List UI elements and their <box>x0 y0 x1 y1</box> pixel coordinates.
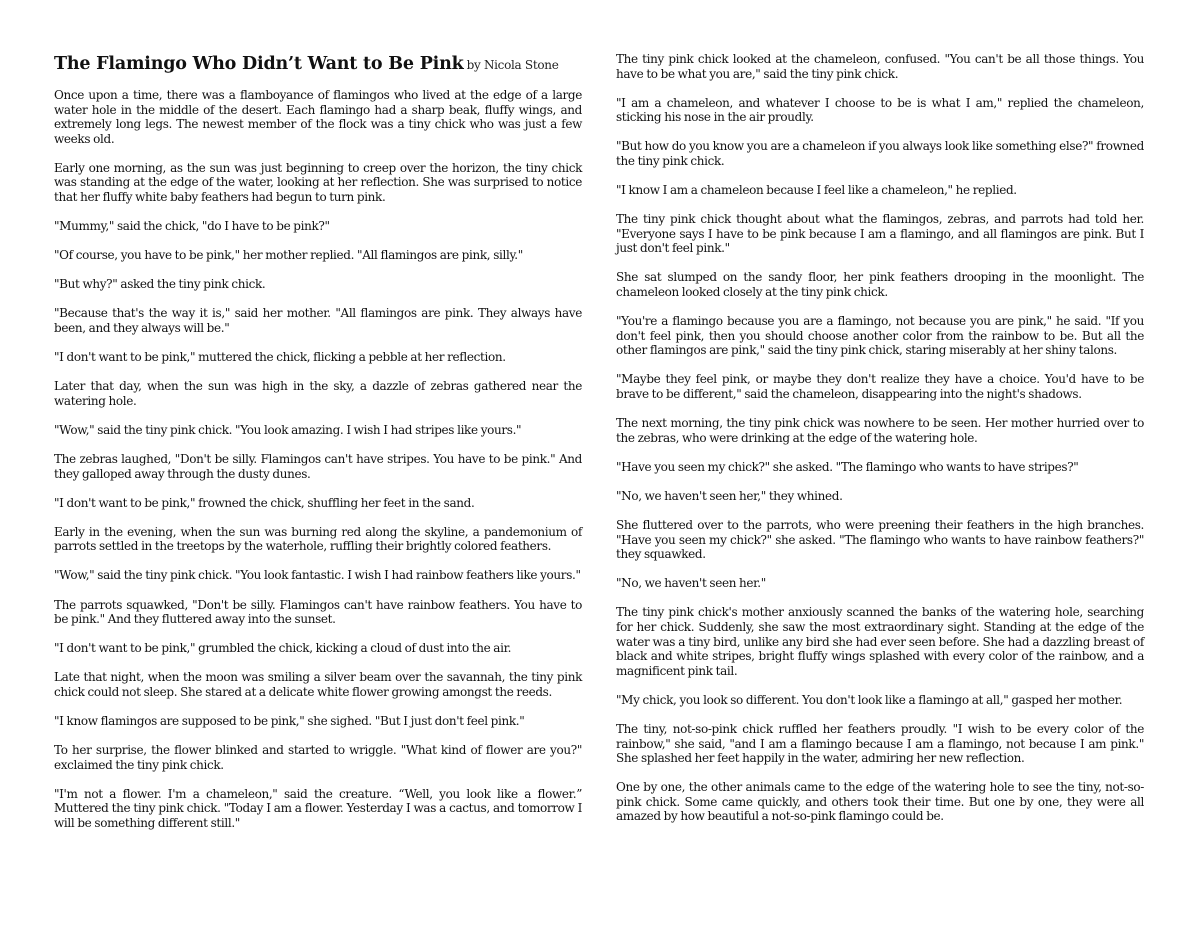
paragraph: "I know I am a chameleon because I feel like a chameleon," he replied. <box>616 183 1017 198</box>
paragraph: "I am a chameleon, and whatever I choose to be is what I am," replied the chameleon, sticking his nose in the air proudly. <box>616 95 1144 125</box>
paragraph: The parrots squawked, "Don't be silly. Flamingos can't have rainbow feathers. You have to be pink." And they fluttered away into the sunset. <box>54 597 582 627</box>
paragraph: "Mummy," said the chick, "do I have to be pink?" <box>54 219 330 234</box>
paragraph: "Because that's the way it is," said her mother. "All flamingos are pink. They always have been, and they always will be." <box>54 306 582 336</box>
paragraph: To her surprise, the flower blinked and started to wriggle. "What kind of flower are you?" exclaimed the tiny pink chick. <box>54 743 582 772</box>
paragraph: Early in the evening, when the sun was burning red along the skyline, a pandemonium of parrots settled in the treetops by the waterhole, ruffling their brightly colored feathers. <box>54 524 582 554</box>
paragraph: "You're a flamingo because you are a flamingo, not because you are pink," he said. "If you don't feel pink, then you should choose another color from the rainbow to be. But all the other flamingos are pink," said the tiny pink chick, staring miserably at her shiny talons. <box>616 314 1144 358</box>
paragraph: "Have you seen my chick?" she asked. "The flamingo who wants to have stripes?" <box>616 459 1079 474</box>
paragraph: "I'm not a flower. I'm a chameleon," said the creature. “Well, you look like a flower.” Muttered the tiny pink chick. "Today I am a flower. Yesterday I was a cactus, and tomorrow I will be something different still." <box>54 786 582 830</box>
left-column <box>54 52 582 845</box>
paragraph: "But how do you know you are a chameleon if you always look like something else?" frowned the tiny pink chick. <box>616 139 1144 168</box>
paragraph: The tiny pink chick thought about what the flamingos, zebras, and parrots had told her. "Everyone says I have to be pink because I am a flamingo, and all flamingos are pink. But I just don't feel pink." <box>616 212 1144 256</box>
paragraph: "No, we haven't seen her," they whined. <box>616 488 843 503</box>
paragraph: "Wow," said the tiny pink chick. "You look fantastic. I wish I had rainbow feathers like yours." <box>54 568 581 583</box>
paragraph: "Of course, you have to be pink," her mother replied. "All flamingos are pink, silly." <box>54 248 523 263</box>
paragraph: "I don't want to be pink," frowned the chick, shuffling her feet in the sand. <box>54 495 475 510</box>
paragraph: The tiny pink chick looked at the chameleon, confused. "You can't be all those things. You have to be what you are," said the tiny pink chick. <box>616 52 1144 81</box>
paragraph: "I know flamingos are supposed to be pink," she sighed. "But I just don't feel pink." <box>54 714 525 729</box>
right-column <box>616 52 1144 838</box>
paragraph: "Maybe they feel pink, or maybe they don't realize they have a choice. You'd have to be brave to be different," said the chameleon, disappearing into the night's shadows. <box>616 372 1144 401</box>
paragraph: "I don't want to be pink," muttered the chick, flicking a pebble at her reflection. <box>54 350 506 365</box>
paragraph: "Wow," said the tiny pink chick. "You look amazing. I wish I had stripes like yours." <box>54 422 522 437</box>
paragraph: The next morning, the tiny pink chick was nowhere to be seen. Her mother hurried over to the zebras, who were drinking at the edge of the watering hole. <box>616 416 1144 445</box>
paragraph: "I don't want to be pink," grumbled the chick, kicking a cloud of dust into the air. <box>54 641 512 656</box>
paragraph: Late that night, when the moon was smiling a silver beam over the savannah, the tiny pink chick could not sleep. She stared at a delicate white flower growing amongst the reeds. <box>54 670 582 699</box>
paragraph: Later that day, when the sun was high in the sky, a dazzle of zebras gathered near the watering hole. <box>54 379 582 408</box>
paragraph: "But why?" asked the tiny pink chick. <box>54 277 266 292</box>
story-author: by Nicola Stone <box>466 58 559 72</box>
paragraph: Once upon a time, there was a flamboyance of flamingos who lived at the edge of a large water hole in the middle of the desert. Each flamingo had a sharp beak, fluffy wings, and extremely long legs. The newest member of the flock was a tiny chick who was just a few weeks old. <box>54 88 582 146</box>
paragraph: She sat slumped on the sandy floor, her pink feathers drooping in the moonlight. The chameleon looked closely at the tiny pink chick. <box>616 270 1144 300</box>
title-line <box>54 52 582 77</box>
paragraph: Early one morning, as the sun was just beginning to creep over the horizon, the tiny chick was standing at the edge of the water, looking at her reflection. She was surprised to notice that her fluffy white baby feathers had begun to turn pink. <box>54 160 582 205</box>
paragraph: One by one, the other animals came to the edge of the watering hole to see the tiny, not-so-pink chick. Some came quickly, and others took their time. But one by one, they were all amazed by how beautiful a not-so-pink flamingo could be. <box>616 780 1144 824</box>
paragraph: "No, we haven't seen her." <box>616 576 766 591</box>
paragraph: "My chick, you look so different. You don't look like a flamingo at all," gasped her mother. <box>616 692 1123 707</box>
paragraph: The zebras laughed, "Don't be silly. Flamingos can't have stripes. You have to be pink." And they galloped away through the dusty dunes. <box>54 452 582 481</box>
paragraph: She fluttered over to the parrots, who were preening their feathers in the high branches. "Have you seen my chick?" she asked. "The flamingo who wants to have rainbow feathers?" they squawked. <box>616 517 1144 562</box>
paragraph: The tiny, not-so-pink chick ruffled her feathers proudly. "I wish to be every color of the rainbow," she said, "and I am a flamingo because I am a flamingo, not because I am pink." She splashed her feet happily in the water, admiring her new reflection. <box>616 721 1144 766</box>
story-title: The Flamingo Who Didn’t Want to Be Pink <box>54 54 464 74</box>
paragraph: The tiny pink chick's mother anxiously scanned the banks of the watering hole, searching for her chick. Suddenly, she saw the most extraordinary sight. Standing at the edge of the water was a tiny bird, unlike any bird she had ever seen before. She had a dazzling breast of black and white stripes, bright fluffy wings splashed with every color of the rainbow, and a magnificent pink tail. <box>616 605 1144 678</box>
